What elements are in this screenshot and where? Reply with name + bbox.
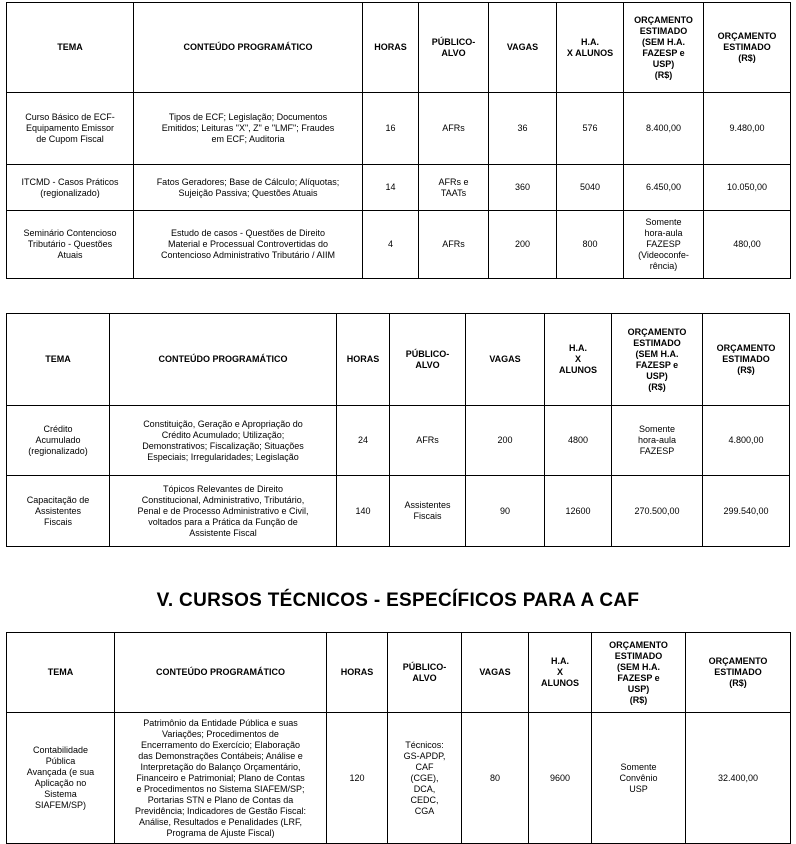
cell-vagas: 360 xyxy=(489,165,557,211)
cell-horas: 120 xyxy=(327,713,388,844)
cell-vagas: 80 xyxy=(462,713,529,844)
cell-ha-alunos: 9600 xyxy=(529,713,592,844)
cell-tema: Capacitação de Assistentes Fiscais xyxy=(7,476,110,547)
cell-publico: Técnicos: GS-APDP, CAF (CGE), DCA, CEDC, CGA xyxy=(388,713,462,844)
cell-conteudo: Constituição, Geração e Apropriação do Crédito Acumulado; Utilização; Demonstrativos; Fiscalização; Situações Especiais; Irregularidades; Legislação xyxy=(110,406,337,476)
cell-horas: 4 xyxy=(363,211,419,279)
cell-conteudo: Estudo de casos - Questões de Direito Material e Processual Controvertidas do Contencioso Administrativo Tributário / AIIM xyxy=(134,211,363,279)
header-vagas: VAGAS xyxy=(466,314,545,406)
header-ha-x-alunos: H.A. X ALUNOS xyxy=(529,633,592,713)
header-orcamento-sem-ha: ORÇAMENTO ESTIMADO (SEM H.A. FAZESP e USP) (R$) xyxy=(612,314,703,406)
header-conteudo-programatico: CONTEÚDO PROGRAMÁTICO xyxy=(115,633,327,713)
cell-tema: Seminário Contencioso Tributário - Questões Atuais xyxy=(7,211,134,279)
courses-table-1 xyxy=(6,2,791,279)
cell-tema: ITCMD - Casos Práticos (regionalizado) xyxy=(7,165,134,211)
cell-ha-alunos: 5040 xyxy=(557,165,624,211)
header-tema: TEMA xyxy=(7,3,134,93)
cell-orcamento: 4.800,00 xyxy=(703,406,790,476)
cell-publico: AFRs xyxy=(419,211,489,279)
cell-orcamento-sem-ha: 6.450,00 xyxy=(624,165,704,211)
header-conteudo-programatico: CONTEÚDO PROGRAMÁTICO xyxy=(110,314,337,406)
table-row xyxy=(7,211,791,279)
cell-orcamento: 299.540,00 xyxy=(703,476,790,547)
header-orcamento-sem-ha: ORÇAMENTO ESTIMADO (SEM H.A. FAZESP e USP) (R$) xyxy=(592,633,686,713)
cell-publico: AFRs e TAATs xyxy=(419,165,489,211)
cell-ha-alunos: 12600 xyxy=(545,476,612,547)
cell-horas: 16 xyxy=(363,93,419,165)
cell-ha-alunos: 800 xyxy=(557,211,624,279)
table-row xyxy=(7,406,790,476)
header-horas: HORAS xyxy=(337,314,390,406)
cell-orcamento: 9.480,00 xyxy=(704,93,791,165)
cell-orcamento-sem-ha: Somente hora-aula FAZESP xyxy=(612,406,703,476)
cell-orcamento-sem-ha: Somente hora-aula FAZESP (Videoconfe- rência) xyxy=(624,211,704,279)
section-title: V. CURSOS TÉCNICOS - ESPECÍFICOS PARA A CAF xyxy=(156,590,640,611)
table-row xyxy=(7,165,791,211)
header-horas: HORAS xyxy=(327,633,388,713)
cell-horas: 24 xyxy=(337,406,390,476)
header-tema: TEMA xyxy=(7,314,110,406)
header-orcamento-estimado: ORÇAMENTO ESTIMADO (R$) xyxy=(704,3,791,93)
header-publico-alvo: PÚBLICO- ALVO xyxy=(419,3,489,93)
cell-vagas: 200 xyxy=(466,406,545,476)
cell-orcamento-sem-ha: 270.500,00 xyxy=(612,476,703,547)
cell-conteudo: Fatos Geradores; Base de Cálculo; Alíquotas; Sujeição Passiva; Questões Atuais xyxy=(134,165,363,211)
cell-orcamento: 32.400,00 xyxy=(686,713,791,844)
cell-vagas: 90 xyxy=(466,476,545,547)
header-orcamento-estimado: ORÇAMENTO ESTIMADO (R$) xyxy=(686,633,791,713)
header-conteudo-programatico: CONTEÚDO PROGRAMÁTICO xyxy=(134,3,363,93)
table-header-row xyxy=(7,633,791,713)
header-publico-alvo: PÚBLICO- ALVO xyxy=(390,314,466,406)
cell-horas: 14 xyxy=(363,165,419,211)
cell-conteudo: Tipos de ECF; Legislação; Documentos Emitidos; Leituras "X", Z" e "LMF"; Fraudes em ECF; Auditoria xyxy=(134,93,363,165)
header-orcamento-sem-ha: ORÇAMENTO ESTIMADO (SEM H.A. FAZESP e USP) (R$) xyxy=(624,3,704,93)
cell-ha-alunos: 576 xyxy=(557,93,624,165)
cell-conteudo: Patrimônio da Entidade Pública e suas Variações; Procedimentos de Encerramento do Exercício; Elaboração das Demonstrações Contábeis; Análise e Interpretação do Balanço Orçamentário, Financeiro e Patrimonial; Plano de Contas e Procedimentos no Sistema SIAFEM/SP; Portarias STN e Plano de Contas da Previdência; Indicadores de Gestão Fiscal: Análise, Resultados e Penalidades (LRF, Programa de Ajuste Fiscal) xyxy=(115,713,327,844)
cell-tema: Contabilidade Pública Avançada (e sua Aplicação no Sistema SIAFEM/SP) xyxy=(7,713,115,844)
header-vagas: VAGAS xyxy=(489,3,557,93)
header-horas: HORAS xyxy=(363,3,419,93)
cell-orcamento-sem-ha: Somente Convênio USP xyxy=(592,713,686,844)
cell-tema: Curso Básico de ECF- Equipamento Emissor de Cupom Fiscal xyxy=(7,93,134,165)
cell-publico: AFRs xyxy=(390,406,466,476)
cell-publico: AFRs xyxy=(419,93,489,165)
cell-vagas: 200 xyxy=(489,211,557,279)
header-ha-x-alunos: H.A. X ALUNOS xyxy=(557,3,624,93)
table-header-row xyxy=(7,3,791,93)
cell-orcamento-sem-ha: 8.400,00 xyxy=(624,93,704,165)
courses-table-2 xyxy=(6,313,790,547)
courses-table-3 xyxy=(6,632,791,844)
header-ha-x-alunos: H.A. X ALUNOS xyxy=(545,314,612,406)
cell-orcamento: 480,00 xyxy=(704,211,791,279)
cell-publico: Assistentes Fiscais xyxy=(390,476,466,547)
header-orcamento-estimado: ORÇAMENTO ESTIMADO (R$) xyxy=(703,314,790,406)
cell-tema: Crédito Acumulado (regionalizado) xyxy=(7,406,110,476)
header-vagas: VAGAS xyxy=(462,633,529,713)
cell-vagas: 36 xyxy=(489,93,557,165)
header-tema: TEMA xyxy=(7,633,115,713)
cell-horas: 140 xyxy=(337,476,390,547)
header-publico-alvo: PÚBLICO- ALVO xyxy=(388,633,462,713)
table-row xyxy=(7,476,790,547)
table-header-row xyxy=(7,314,790,406)
table-row xyxy=(7,93,791,165)
table-row xyxy=(7,713,791,844)
cell-ha-alunos: 4800 xyxy=(545,406,612,476)
cell-conteudo: Tópicos Relevantes de Direito Constitucional, Administrativo, Tributário, Penal e de Processo Administrativo e Civil, voltados para a Prática da Função de Assistente Fiscal xyxy=(110,476,337,547)
cell-orcamento: 10.050,00 xyxy=(704,165,791,211)
